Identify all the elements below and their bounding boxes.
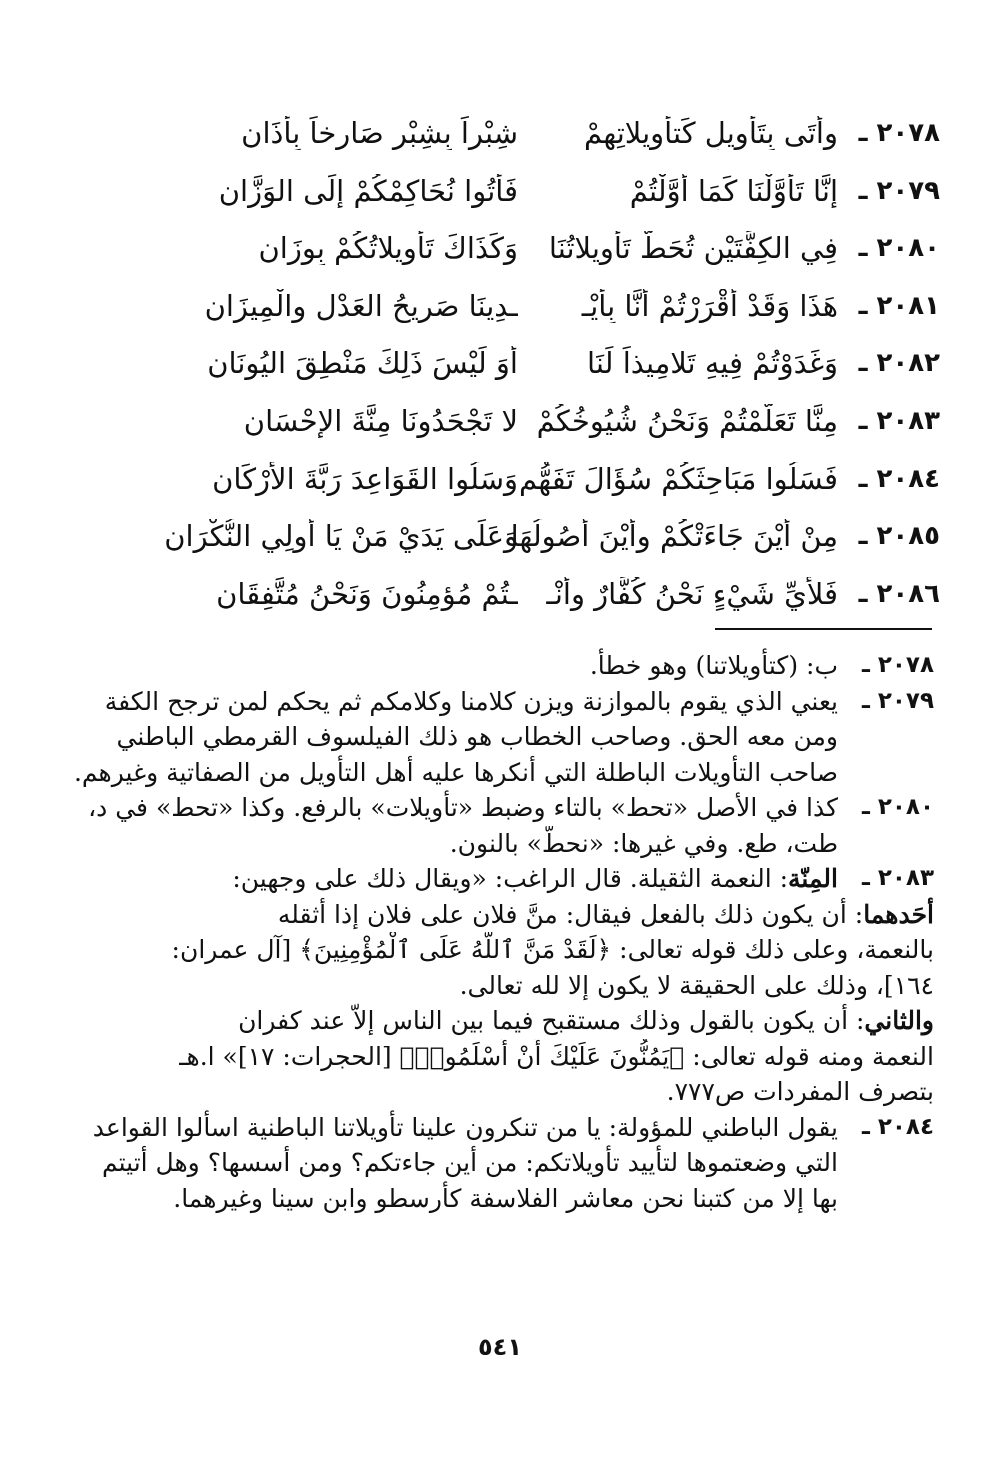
footnote-2083-second-meaning	[62, 1003, 934, 1110]
verse-first-hemistich: فَسَلُوا مَبَاحِثَكُمْ سُؤَالَ تَفَهُّمٍ	[519, 461, 838, 496]
verse-number: ٢٠٨١ ـ	[858, 290, 940, 321]
verse-number: ٢٠٨٤ ـ	[858, 463, 940, 494]
footnote-text: طت، طع. وفي غيرها: «نحطّ» بالنون.	[449, 828, 838, 858]
footnote-term: المِنّة	[788, 864, 838, 893]
verse-second-hemistich: لا تَجْحَدُونَا مِنَّةَ الإحْسَانِ	[243, 403, 518, 438]
verse-second-hemistich: شِبْراً بِشِبْرٍ صَارِخاً بِأذَانِ	[241, 116, 518, 150]
verse-second-hemistich: أوَ لَيْسَ ذَلِكَ مَنْطِقَ اليُونَانِ	[207, 346, 518, 381]
footnote-text: يقول الباطني للمؤولة: يا من تنكرون علينا تأويلاتنا الباطنية اسألوا القواعد	[92, 1112, 838, 1142]
verse-first-hemistich: وأتَى بِتَأويلٍ كَتأويلاتِهِمْ	[584, 116, 838, 150]
verse-first-hemistich: فَلأَيِّ شَيْءٍ نَحْنُ كُفَّارٌ وأنْـ	[546, 576, 838, 611]
footnote-text-part: : أن يكون ذلك بالفعل فيقال: منَّ فلان على فلان إذا أثقله	[277, 899, 864, 929]
footnote-number: ٢٠٨٤ ـ	[861, 1113, 934, 1140]
verse-row	[60, 398, 940, 456]
verse-number: ٢٠٧٩ ـ	[858, 175, 940, 206]
footnote-text	[62, 861, 838, 897]
verse-number: ٢٠٨٠ ـ	[858, 233, 940, 264]
verse-first-hemistich: هَذَا وَقَدْ أقْرَرْتُمْ أنَّا بِأيْـ	[581, 288, 838, 323]
footnote-text: التي وضعتموها لتأييد تأويلاتكم: من أين جاءتكم؟ ومن أسسها؟ وهل أتيتم	[101, 1148, 838, 1177]
verse-first-hemistich: مِنْ أيْنَ جَاءَتْكُمْ وأيْنَ أُصُولُهَا	[510, 519, 838, 554]
verse-number: ٢٠٨٣ ـ	[858, 405, 940, 436]
verse-number: ٢٠٨٥ ـ	[858, 521, 940, 552]
footnote-2078	[62, 648, 934, 684]
footnote-number: ٢٠٨٠ ـ	[861, 794, 934, 820]
verse-row	[60, 168, 940, 226]
footnote-text: ١٦٤]، وذلك على الحقيقة لا يكون إلا لله تعالى.	[459, 970, 934, 1000]
footnote-term: والثاني	[864, 1006, 934, 1035]
footnote-2083-first-meaning	[62, 897, 934, 1004]
verse-number: ٢٠٨٦ ـ	[858, 578, 940, 609]
footnote-text: صاحب التأويلات الباطلة التي أنكرها عليه أهل التأويل من الصفاتية وغيرهم.	[73, 757, 838, 787]
verse-number: ٢٠٧٨ ـ	[858, 118, 940, 148]
footnote-text-part: : النعمة الثقيلة. قال الراغب: «ويقال ذلك على وجهين:	[232, 864, 789, 893]
verse-first-hemistich: وَغَدَوْتُمْ فِيهِ تَلامِيذاً لَنَا	[587, 346, 838, 381]
footnote-text: بتصرف المفردات ص٧٧٧.	[666, 1077, 934, 1106]
footnote-text: ب: (كتأويلاتنا) وهو خطأ.	[589, 651, 838, 680]
verse-row	[60, 283, 940, 341]
footnote-text: بالنعمة، وعلى ذلك قوله تعالى: ﴿لَقَدْ مَنَّ ٱللَّهُ عَلَى ٱلْمُؤْمِنِينَ﴾ [آل عمران:	[171, 935, 934, 964]
footnote-text: بها إلا من كتبنا نحن معاشر الفلاسفة كأرسطو وابن سينا وغيرهما.	[173, 1183, 838, 1213]
footnote-text: يعني الذي يقوم بالموازنة ويزن كلامنا وكلامكم ثم يحكم لمن ترجح الكفة	[104, 686, 838, 716]
verse-second-hemistich: وَكَذَاكَ تَأويلاتُكُمْ بِوِزَانِ	[258, 231, 518, 266]
footnote-2084	[62, 1110, 934, 1217]
footnote-text-part: : أن يكون بالقول وذلك مستقبح فيما بين الناس إلاّ عند كفران	[238, 1006, 865, 1035]
verse-row	[60, 225, 940, 283]
verse-row	[60, 571, 940, 629]
verse-row	[60, 340, 940, 398]
footnote-text	[62, 897, 934, 933]
verse-second-hemistich: ـتُمْ مُؤمِنُونَ وَنَحْنُ مُتَّفِقَانِ	[216, 576, 518, 611]
verse-second-hemistich: فَأتُوا نُحَاكِمْكُمْ إلَى الوَزَّانِ	[218, 173, 518, 208]
verse-first-hemistich: إنَّا تَأوَّلْنَا كَمَا أوَّلْتُمْ	[629, 173, 838, 208]
verse-second-hemistich: وَسَلُوا القَوَاعِدَ رَبَّةَ الأرْكَانِ	[212, 461, 518, 496]
verse-first-hemistich: مِنَّا تَعَلَّمْتُمْ وَنَحْنُ شُيُوخُكُمْ	[536, 403, 838, 438]
footnote-text: ومن معه الحق. وصاحب الخطاب هو ذلك الفيلسوف القرمطي الباطني	[116, 722, 838, 751]
footnote-number: ٢٠٧٨ ـ	[861, 652, 934, 678]
verse-second-hemistich: وَعَلَى يَدَيْ مَنْ يَا أولِي النُّكْرَانِ	[164, 519, 518, 554]
verse-row	[60, 110, 940, 168]
footnote-2080	[62, 790, 934, 861]
footnote-2083	[62, 861, 934, 897]
poem-verses	[60, 110, 940, 628]
footnote-text: كذا في الأصل «تحط» بالتاء وضبط «تأويلات» بالرفع. وكذا «تحط» في د،	[88, 793, 838, 822]
footnotes	[62, 648, 934, 1216]
footnote-number: ٢٠٧٩ ـ	[861, 687, 934, 714]
verse-first-hemistich: فِي الكِفَّتَيْنِ تُحَطُّ تَأويلاتُنَا	[548, 231, 838, 266]
verse-number: ٢٠٨٢ ـ	[858, 348, 940, 379]
footnote-term: أحَدهما	[863, 899, 934, 929]
verse-second-hemistich: ـدِينَا صَرِيحُ العَدْلِ والْمِيزَانِ	[204, 288, 518, 323]
footnote-text	[62, 1003, 934, 1039]
verse-row	[60, 456, 940, 514]
footnote-separator	[715, 628, 932, 630]
footnote-text: النعمة ومنه قوله تعالى: ﴿يَمُنُّونَ عَلَيْكَ أَنْ أَسْلَمُوا۟﴾ [الحجرات: ١٧]» ا.هـ	[179, 1041, 934, 1071]
footnote-number: ٢٠٨٣ ـ	[861, 865, 934, 891]
page-number: ٥٤١	[478, 1333, 522, 1361]
footnote-2079	[62, 684, 934, 791]
verse-row	[60, 513, 940, 571]
